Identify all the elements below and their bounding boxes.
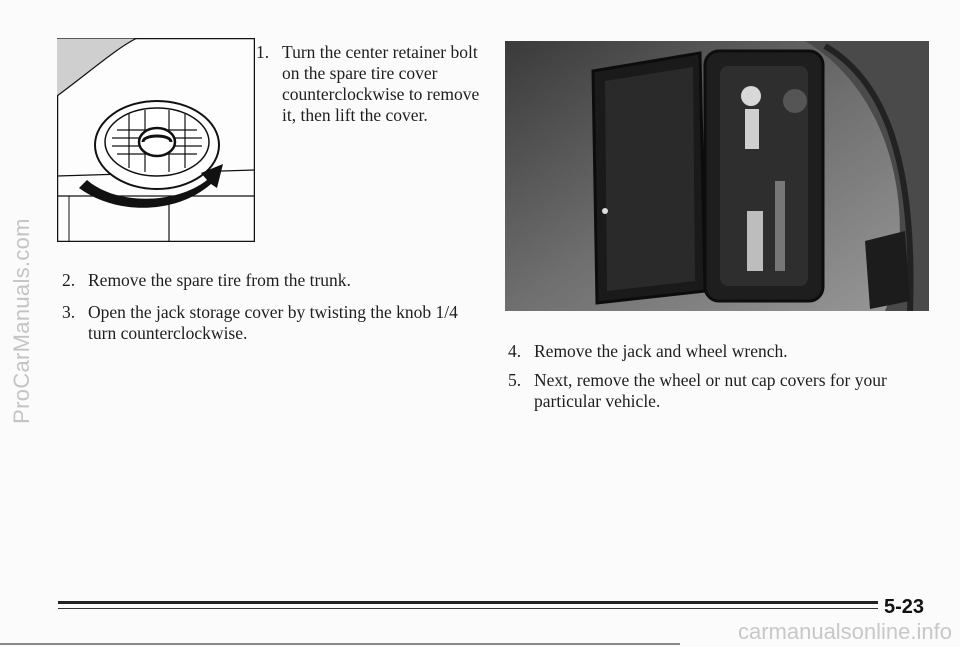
step-text: Open the jack storage cover by twisting the knob 1/4 turn counterclockwise. — [88, 302, 458, 343]
step-number: 3. — [62, 302, 76, 322]
step-text: Turn the center retainer bolt on the spare tire cover counterclockwise to remove it, then lift the cover. — [282, 42, 480, 125]
step-number: 2. — [62, 270, 76, 290]
step-number: 4. — [508, 341, 522, 361]
jack-storage-photo — [505, 41, 929, 311]
step-text: Remove the jack and wheel wrench. — [534, 341, 788, 361]
step-5 — [508, 370, 928, 412]
step-1 — [256, 42, 481, 126]
step-4 — [508, 341, 928, 362]
retainer-bolt-illustration — [57, 38, 255, 242]
step-number: 1. — [256, 42, 270, 62]
page-number: 5-23 — [884, 596, 925, 618]
bottom-divider — [0, 643, 680, 645]
side-watermark: ProCarManuals.com — [9, 218, 34, 424]
footer-rule — [58, 601, 878, 604]
step-3 — [62, 302, 482, 344]
step-number: 5. — [508, 370, 522, 390]
step-text: Next, remove the wheel or nut cap covers for your particular vehicle. — [534, 370, 887, 411]
step-text: Remove the spare tire from the trunk. — [88, 270, 351, 290]
bottom-watermark: carmanualsonline.info — [737, 619, 952, 644]
step-2 — [62, 270, 422, 291]
footer-rule-thin — [58, 608, 878, 609]
